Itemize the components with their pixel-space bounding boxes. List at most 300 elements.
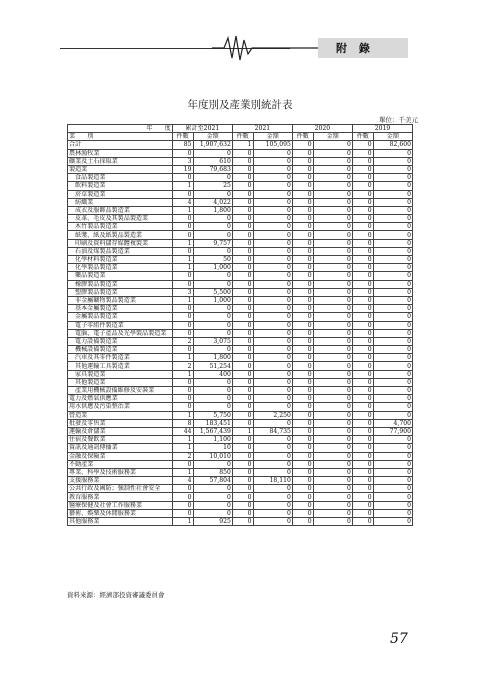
count-cell: 0 [232,387,253,395]
industry-name: 汽車及其零件製造業 [68,354,173,362]
industry-name: 其他運輸工具製造業 [68,362,173,370]
amount-cell: 0 [253,485,292,493]
amount-cell: 0 [373,501,412,509]
amount-cell: 0 [193,223,232,231]
count-cell: 0 [292,452,313,460]
count-cell: 2 [172,452,193,460]
count-cell: 0 [352,206,373,214]
count-cell: 0 [232,419,253,427]
industry-name: 金屬製品製造業 [68,313,173,321]
amount-cell: 0 [313,403,352,411]
amount-cell: 0 [313,509,352,517]
amount-cell: 0 [373,206,412,214]
table-row [68,354,413,362]
amount-cell: 0 [313,165,352,173]
count-cell: 0 [232,223,253,231]
count-cell: 0 [172,378,193,386]
amount-cell: 0 [253,215,292,223]
amount-cell: 0 [253,362,292,370]
count-cell: 0 [352,468,373,476]
amount-cell: 0 [373,231,412,239]
table-row [68,174,413,182]
year-header: 累計至2021 [172,125,232,133]
count-cell: 0 [292,223,313,231]
count-cell: 0 [292,346,313,354]
count-cell: 0 [292,501,313,509]
count-cell: 0 [232,460,253,468]
count-cell: 0 [292,190,313,198]
amount-cell: 0 [193,387,232,395]
count-cell: 0 [352,378,373,386]
count-cell: 0 [232,477,253,485]
amount-cell: 0 [373,272,412,280]
amount-cell: 0 [253,223,292,231]
count-cell: 0 [352,329,373,337]
count-cell: 0 [352,395,373,403]
count-cell: 0 [292,141,313,149]
count-cell: 0 [232,346,253,354]
amount-cell: 0 [193,395,232,403]
count-cell: 0 [292,215,313,223]
count-cell: 0 [292,149,313,157]
count-cell: 0 [292,329,313,337]
table-row [68,337,413,345]
count-cell: 0 [352,370,373,378]
count-cell: 0 [232,468,253,476]
amount-cell: 0 [373,485,412,493]
count-cell: 0 [172,395,193,403]
industry-name: 飲料製造業 [68,182,173,190]
header-row-sub [68,133,413,141]
count-cell: 0 [232,395,253,403]
amount-cell: 0 [253,264,292,272]
count-cell: 85 [172,141,193,149]
count-cell: 0 [172,190,193,198]
amount-cell: 77,900 [373,427,412,435]
industry-name: 教育服務業 [68,493,173,501]
header-row-years [68,125,413,133]
amount-cell: 18,110 [253,477,292,485]
amount-cell: 0 [313,256,352,264]
amount-cell: 0 [373,157,412,165]
amount-cell: 0 [253,370,292,378]
amount-cell: 0 [193,272,232,280]
amount-cell: 0 [313,198,352,206]
amount-cell: 0 [373,256,412,264]
industry-name: 電力及燃氣供應業 [68,395,173,403]
count-cell: 0 [292,370,313,378]
amount-cell: 0 [373,182,412,190]
table-row [68,190,413,198]
amount-cell: 50 [193,256,232,264]
amount-cell: 79,683 [193,165,232,173]
table-row [68,436,413,444]
amount-cell: 0 [373,190,412,198]
table-row [68,215,413,223]
industry-name: 用水供應及污染整治業 [68,403,173,411]
count-cell: 0 [352,387,373,395]
amount-cell: 0 [373,288,412,296]
count-cell: 0 [352,346,373,354]
amount-cell: 3,075 [193,337,232,345]
count-cell: 0 [352,362,373,370]
count-cell: 44 [172,427,193,435]
table-row [68,198,413,206]
count-cell: 0 [232,174,253,182]
amount-cell: 0 [313,182,352,190]
table-row [68,264,413,272]
count-cell: 0 [352,419,373,427]
count-cell: 0 [352,198,373,206]
table-row [68,419,413,427]
table-row [68,305,413,313]
amount-cell: 0 [373,493,412,501]
count-cell: 0 [292,427,313,435]
count-cell: 0 [292,354,313,362]
count-cell: 0 [232,272,253,280]
amount-cell: 1,567,439 [193,427,232,435]
amount-cell: 0 [313,501,352,509]
amount-cell: 0 [253,337,292,345]
count-cell: 0 [352,321,373,329]
industry-name: 電腦、電子產品及光學製品製造業 [68,329,173,337]
industry-name: 專業、科學及技術服務業 [68,468,173,476]
amount-cell: 0 [313,419,352,427]
count-cell: 8 [172,419,193,427]
amount-cell: 0 [373,337,412,345]
amount-cell: 0 [313,436,352,444]
count-cell: 0 [352,452,373,460]
amount-cell: 0 [373,296,412,304]
table-row [68,518,413,526]
amount-cell: 1,000 [193,264,232,272]
year-header: 2021 [232,125,292,133]
amount-cell: 0 [313,329,352,337]
count-cell: 0 [352,427,373,435]
amount-cell: 0 [373,378,412,386]
table-row [68,485,413,493]
count-cell: 0 [292,321,313,329]
amount-cell: 0 [373,215,412,223]
count-cell: 0 [232,247,253,255]
amount-cell: 82,600 [373,141,412,149]
count-cell: 0 [292,419,313,427]
count-cell: 0 [352,444,373,452]
heartbeat-line-icon [212,34,322,62]
table-row [68,239,413,247]
amount-cell: 0 [253,509,292,517]
count-cell: 1 [172,264,193,272]
count-cell: 0 [172,174,193,182]
amount-cell: 0 [373,239,412,247]
industry-name: 塑膠製品製造業 [68,288,173,296]
industry-name: 金融及保險業 [68,452,173,460]
amount-cell: 0 [253,346,292,354]
amount-cell: 0 [313,346,352,354]
amount-cell: 0 [373,264,412,272]
count-cell: 0 [232,370,253,378]
count-cell: 1 [172,518,193,526]
count-cell: 0 [352,337,373,345]
count-cell: 0 [292,493,313,501]
industry-name: 運輸及倉儲業 [68,427,173,435]
count-cell: 0 [172,387,193,395]
count-cell: 0 [172,305,193,313]
amount-cell: 105,095 [253,141,292,149]
count-cell: 1 [172,444,193,452]
count-header: 件數 [292,133,313,141]
amount-cell: 0 [193,190,232,198]
count-cell: 0 [352,305,373,313]
industry-name: 電力設備製造業 [68,337,173,345]
amount-cell: 0 [373,444,412,452]
count-cell: 0 [352,460,373,468]
table-row [68,509,413,517]
amount-cell: 0 [313,157,352,165]
amount-cell: 0 [253,518,292,526]
amount-cell: 0 [313,305,352,313]
table-row [68,444,413,452]
count-cell: 0 [352,477,373,485]
table-row [68,395,413,403]
amount-cell: 0 [313,239,352,247]
table-row [68,493,413,501]
count-cell: 0 [352,501,373,509]
amount-cell: 0 [253,149,292,157]
table-body [68,141,413,526]
amount-cell: 0 [313,206,352,214]
count-cell: 0 [292,362,313,370]
amount-cell: 0 [193,280,232,288]
industry-name: 家具製造業 [68,370,173,378]
table-row [68,223,413,231]
count-cell: 0 [232,337,253,345]
count-cell: 0 [172,149,193,157]
amount-cell: 0 [313,141,352,149]
count-cell: 0 [232,509,253,517]
industry-name: 化學製品製造業 [68,264,173,272]
amount-cell: 0 [313,264,352,272]
count-cell: 19 [172,165,193,173]
amount-cell: 57,804 [193,477,232,485]
industry-name: 合計 [68,141,173,149]
amount-cell: 0 [313,370,352,378]
count-cell: 2 [172,362,193,370]
count-cell: 0 [292,518,313,526]
count-cell: 0 [352,190,373,198]
count-cell: 0 [232,288,253,296]
count-cell: 0 [232,362,253,370]
count-cell: 0 [292,264,313,272]
count-cell: 0 [292,174,313,182]
count-cell: 0 [232,329,253,337]
table-row [68,460,413,468]
count-cell: 0 [172,509,193,517]
amount-cell: 0 [373,149,412,157]
amount-cell: 0 [373,460,412,468]
count-cell: 0 [292,247,313,255]
industry-name: 機械設備製造業 [68,346,173,354]
count-cell: 0 [292,231,313,239]
amount-cell: 0 [313,337,352,345]
amount-cell: 0 [313,296,352,304]
count-cell: 0 [232,296,253,304]
count-cell: 0 [232,354,253,362]
count-header: 件數 [232,133,253,141]
count-cell: 0 [352,313,373,321]
amount-cell: 0 [313,378,352,386]
count-cell: 0 [172,280,193,288]
industry-name: 菸草製造業 [68,190,173,198]
count-cell: 0 [292,460,313,468]
industry-name: 資訊及通訊傳播業 [68,444,173,452]
industry-name: 醫療保健及社會工作服務業 [68,501,173,509]
amount-cell: 0 [193,321,232,329]
table-row [68,165,413,173]
amount-cell: 0 [373,411,412,419]
count-cell: 4 [172,198,193,206]
amount-cell: 1,907,632 [193,141,232,149]
amount-cell: 0 [193,231,232,239]
industry-name: 製造業 [68,165,173,173]
amount-cell: 0 [373,174,412,182]
count-cell: 0 [292,305,313,313]
count-cell: 0 [292,337,313,345]
count-cell: 0 [352,215,373,223]
amount-cell: 0 [313,518,352,526]
amount-cell: 0 [373,165,412,173]
industry-name: 電子零組件製造業 [68,321,173,329]
amount-cell: 0 [313,354,352,362]
count-cell: 0 [232,182,253,190]
count-cell: 0 [292,198,313,206]
count-cell: 0 [292,272,313,280]
count-cell: 0 [292,403,313,411]
count-cell: 0 [232,206,253,214]
count-cell: 0 [232,493,253,501]
count-cell: 1 [172,354,193,362]
amount-cell: 0 [313,452,352,460]
count-cell: 1 [172,296,193,304]
amount-cell: 0 [313,313,352,321]
amount-cell: 0 [313,215,352,223]
industry-name: 其他製造業 [68,378,173,386]
amount-cell: 850 [193,468,232,476]
industry-name: 紡織業 [68,198,173,206]
corner-industry: 業 別 [68,133,173,141]
table-row [68,296,413,304]
amount-cell: 0 [253,239,292,247]
amount-cell: 0 [373,313,412,321]
count-cell: 0 [232,198,253,206]
table-row [68,387,413,395]
amount-cell: 0 [193,485,232,493]
count-cell: 0 [292,157,313,165]
industry-name: 礦業及土石採取業 [68,157,173,165]
amount-cell: 0 [373,387,412,395]
unit-note: 單位：千美元 [379,116,418,124]
industry-name: 基本金屬製造業 [68,305,173,313]
count-cell: 0 [232,305,253,313]
amount-cell: 10 [193,444,232,452]
count-cell: 0 [292,239,313,247]
table-row [68,288,413,296]
count-cell: 0 [232,157,253,165]
page-number: 57 [390,631,408,647]
table-row [68,231,413,239]
count-cell: 0 [232,313,253,321]
industry-name: 批發及零售業 [68,419,173,427]
count-cell: 0 [232,165,253,173]
amount-cell: 0 [253,313,292,321]
amount-cell: 0 [373,321,412,329]
count-cell: 0 [352,157,373,165]
amount-cell: 0 [373,477,412,485]
table-row [68,362,413,370]
count-cell: 0 [232,436,253,444]
amount-cell: 0 [253,378,292,386]
count-cell: 0 [292,444,313,452]
count-cell: 0 [172,321,193,329]
amount-cell: 0 [253,460,292,468]
amount-cell: 0 [253,190,292,198]
count-cell: 3 [172,288,193,296]
amount-cell: 0 [373,468,412,476]
table-row [68,141,413,149]
count-cell: 0 [292,468,313,476]
count-cell: 1 [172,468,193,476]
table-row [68,427,413,435]
industry-name: 木竹製品製造業 [68,223,173,231]
industry-name: 住宿及餐飲業 [68,436,173,444]
industry-name: 非金屬礦物製品製造業 [68,296,173,304]
table-row [68,452,413,460]
amount-cell: 5,500 [193,288,232,296]
count-cell: 0 [292,296,313,304]
amount-cell: 0 [253,493,292,501]
count-cell: 0 [292,165,313,173]
amount-cell: 4,022 [193,198,232,206]
count-cell: 0 [352,149,373,157]
table-row [68,477,413,485]
amount-cell: 0 [253,395,292,403]
amount-cell: 0 [193,149,232,157]
table-row [68,403,413,411]
table-row [68,468,413,476]
amount-cell: 0 [253,387,292,395]
count-cell: 0 [172,231,193,239]
table-row [68,247,413,255]
table-row [68,378,413,386]
source-note: 資料來源：經濟部投資審議委員會 [67,591,165,599]
count-cell: 0 [352,247,373,255]
count-cell: 0 [352,436,373,444]
count-cell: 0 [232,518,253,526]
count-cell: 0 [352,239,373,247]
amount-cell: 1,000 [193,296,232,304]
count-cell: 0 [232,239,253,247]
count-cell: 0 [352,288,373,296]
amount-header: 金額 [313,133,352,141]
amount-cell: 0 [193,509,232,517]
amount-cell: 0 [193,346,232,354]
amount-cell: 1,800 [193,206,232,214]
amount-cell: 0 [373,452,412,460]
industry-name: 印刷及資料儲存媒體複製業 [68,239,173,247]
count-cell: 0 [352,165,373,173]
amount-cell: 0 [253,272,292,280]
amount-cell: 0 [373,509,412,517]
